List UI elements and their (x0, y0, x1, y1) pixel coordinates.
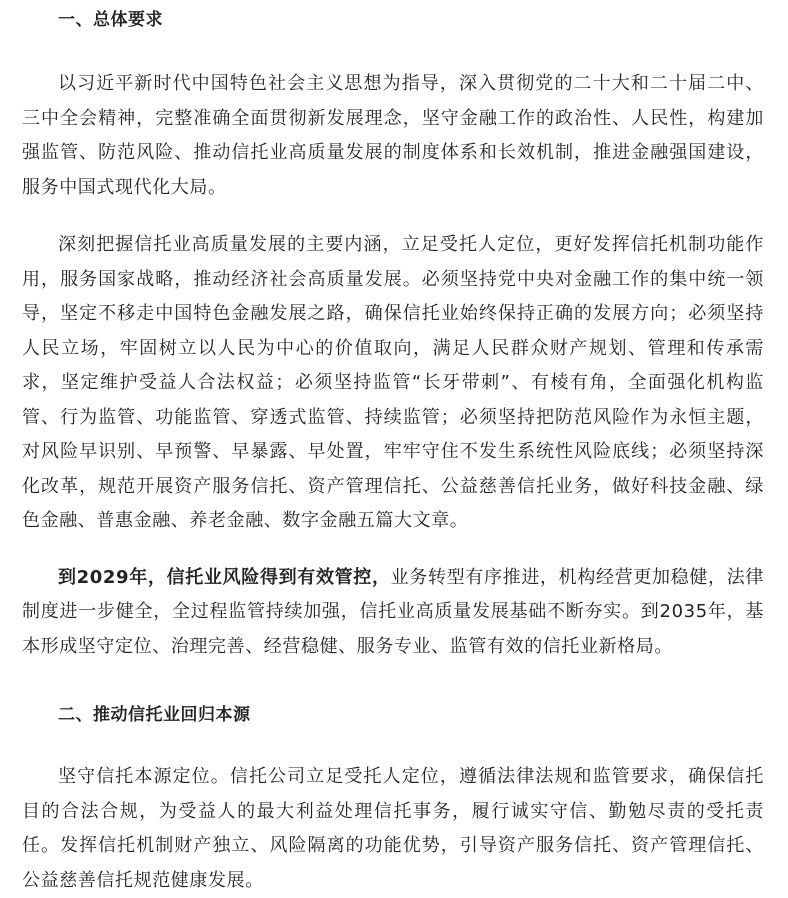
section-heading-return-to-origin: 二、推动信托业回归本源 (58, 705, 251, 725)
goal-2035-text: 业务转型有序推进，机构经营更加稳健，法律制度进一步健全，全过程监管持续加强，信托业高质量发展基础不断夯实。到2035年，基本形成坚守定位、治理完善、经营稳健、服务专业、监管有效的信托业新格局。 (22, 566, 764, 657)
paragraph-trust-positioning: 坚守信托本源定位。信托公司立足受托人定位，遵循法律法规和监管要求，确保信托目的合法合规，为受益人的最大利益处理信托事务，履行诚实守信、勤勉尽责的受托责任。发挥信托机制财产独立、风险隔离的功能优势，引导资产服务信托、资产管理信托、公益慈善信托规范健康发展。 (22, 766, 764, 891)
paragraph-guiding-thought: 以习近平新时代中国特色社会主义思想为指导，深入贯彻党的二十大和二十届二中、三中全会精神，完整准确全面贯彻新发展理念，坚守金融工作的政治性、人民性，构建加强监管、防范风险、推动信托业高质量发展的制度体系和长效机制，推进金融强国建设，服务中国式现代化大局。 (22, 73, 764, 198)
goal-2029-highlight: 到2029年，信托业风险得到有效管控， (58, 566, 391, 588)
paragraph-goals (22, 561, 764, 665)
paragraph-main-connotation: 深刻把握信托业高质量发展的主要内涵，立足受托人定位，更好发挥信托机制功能作用，服务国家战略，推动经济社会高质量发展。必须坚持党中央对金融工作的集中统一领导，坚定不移走中国特色金融发展之路，确保信托业始终保持正确的发展方向；必须坚持人民立场，牢固树立以人民为中心的价值取向，满足人民群众财产规划、管理和传承需求，坚定维护受益人合法权益；必须坚持监管“长牙带刺”、有棱有角，全面强化机构监管、行为监管、功能监管、穿透式监管、持续监管；必须坚持把防范风险作为永恒主题，对风险早识别、早预警、早暴露、早处置，牢牢守住不发生系统性风险底线；必须坚持深化改革，规范开展资产服务信托、资产管理信托、公益慈善信托业务，做好科技金融、绿色金融、普惠金融、养老金融、数字金融五篇大文章。 (22, 234, 764, 531)
section-heading-general-requirements: 一、总体要求 (58, 10, 163, 30)
